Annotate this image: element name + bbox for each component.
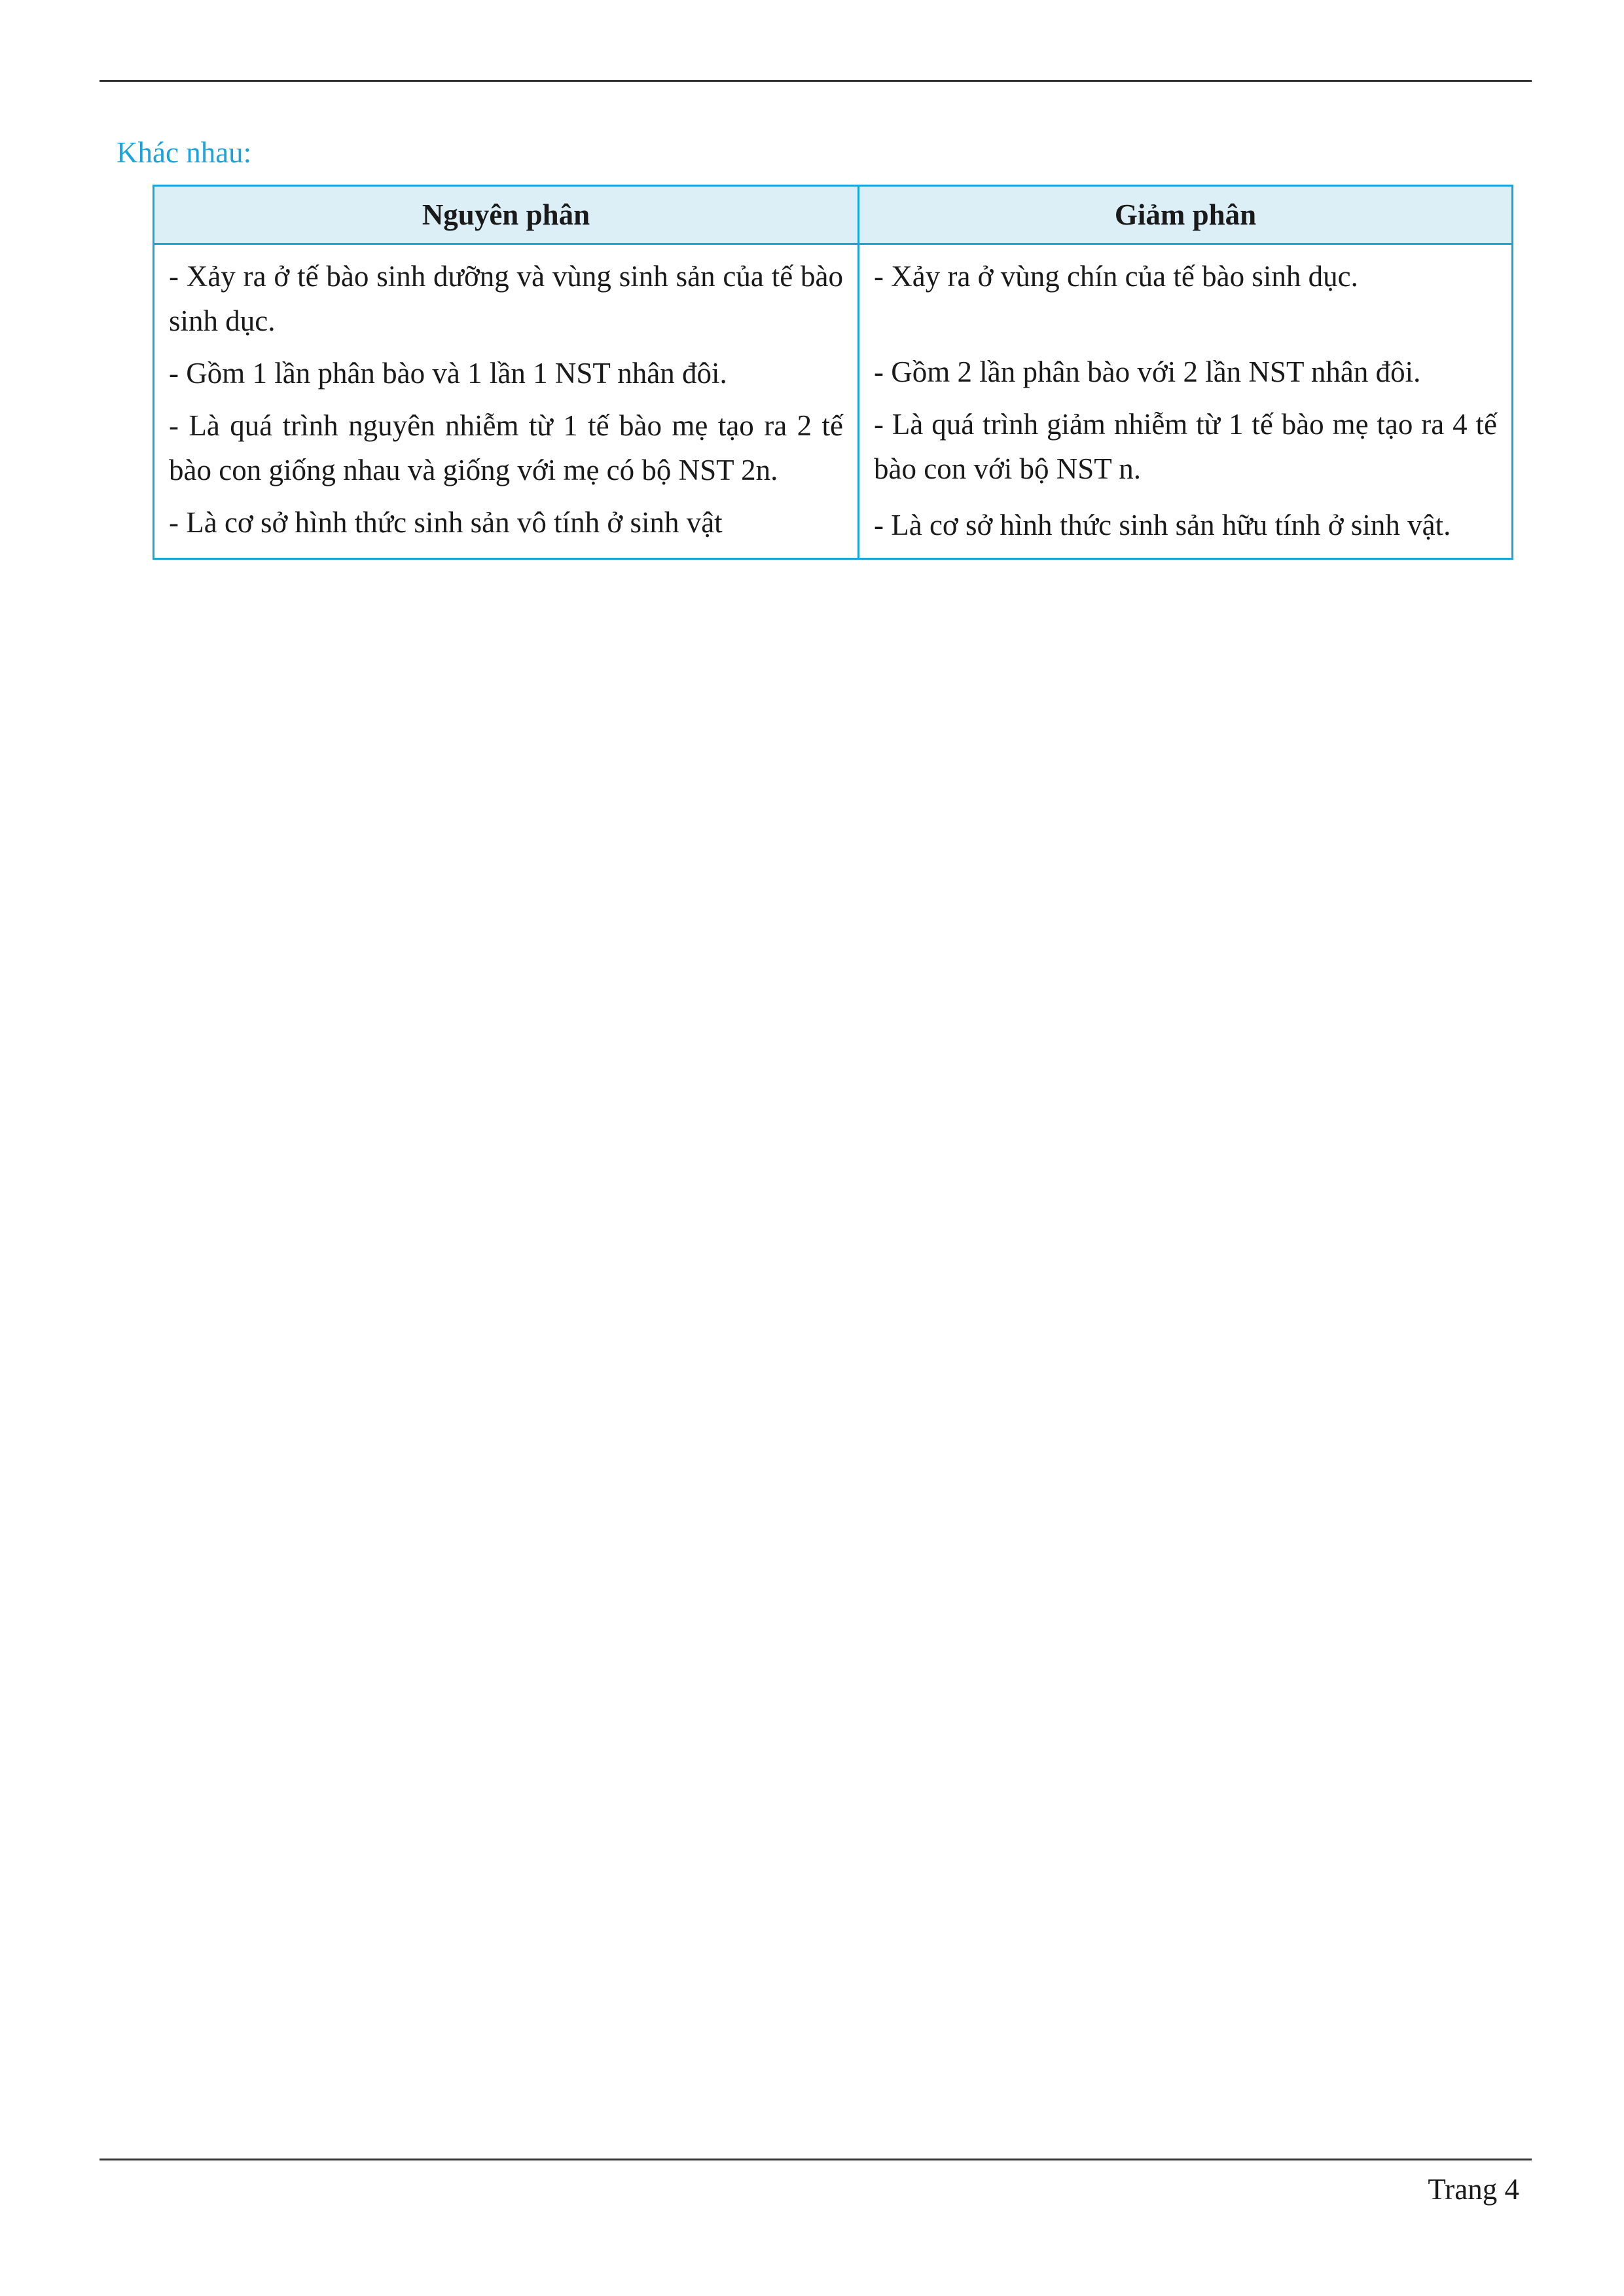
footer-divider <box>99 2159 1532 2160</box>
list-item: - Là quá trình giảm nhiễm từ 1 tế bào mẹ tạo ra 4 tế bào con với bộ NST n. <box>874 408 1497 485</box>
comparison-table <box>153 185 1513 560</box>
section-heading: Khác nhau: <box>117 136 252 169</box>
list-item: - Xảy ra ở tế bào sinh dưỡng và vùng sinh sản của tế bào sinh dục. <box>169 260 843 337</box>
page-number: Trang 4 <box>1428 2173 1519 2206</box>
list-item: - Gồm 1 lần phân bào và 1 lần 1 NST nhân đôi. <box>169 357 727 390</box>
list-item: - Là cơ sở hình thức sinh sản hữu tính ở sinh vật. <box>874 509 1451 541</box>
column-header-nguyen-phan: Nguyên phân <box>154 186 859 244</box>
column-header-giam-phan: Giảm phân <box>859 186 1513 244</box>
table-header-row <box>154 186 1513 244</box>
table-row <box>154 244 1513 559</box>
list-item: - Là quá trình nguyên nhiễm từ 1 tế bào mẹ tạo ra 2 tế bào con giống nhau và giống với mẹ có bộ NST 2n. <box>169 409 843 486</box>
nguyen-phan-cell <box>154 244 859 559</box>
giam-phan-cell <box>859 244 1513 559</box>
list-item: - Là cơ sở hình thức sinh sản vô tính ở sinh vật <box>169 506 723 539</box>
list-item: - Gồm 2 lần phân bào với 2 lần NST nhân đôi. <box>874 355 1421 388</box>
header-divider <box>99 80 1532 82</box>
list-item: - Xảy ra ở vùng chín của tế bào sinh dục. <box>874 260 1358 293</box>
